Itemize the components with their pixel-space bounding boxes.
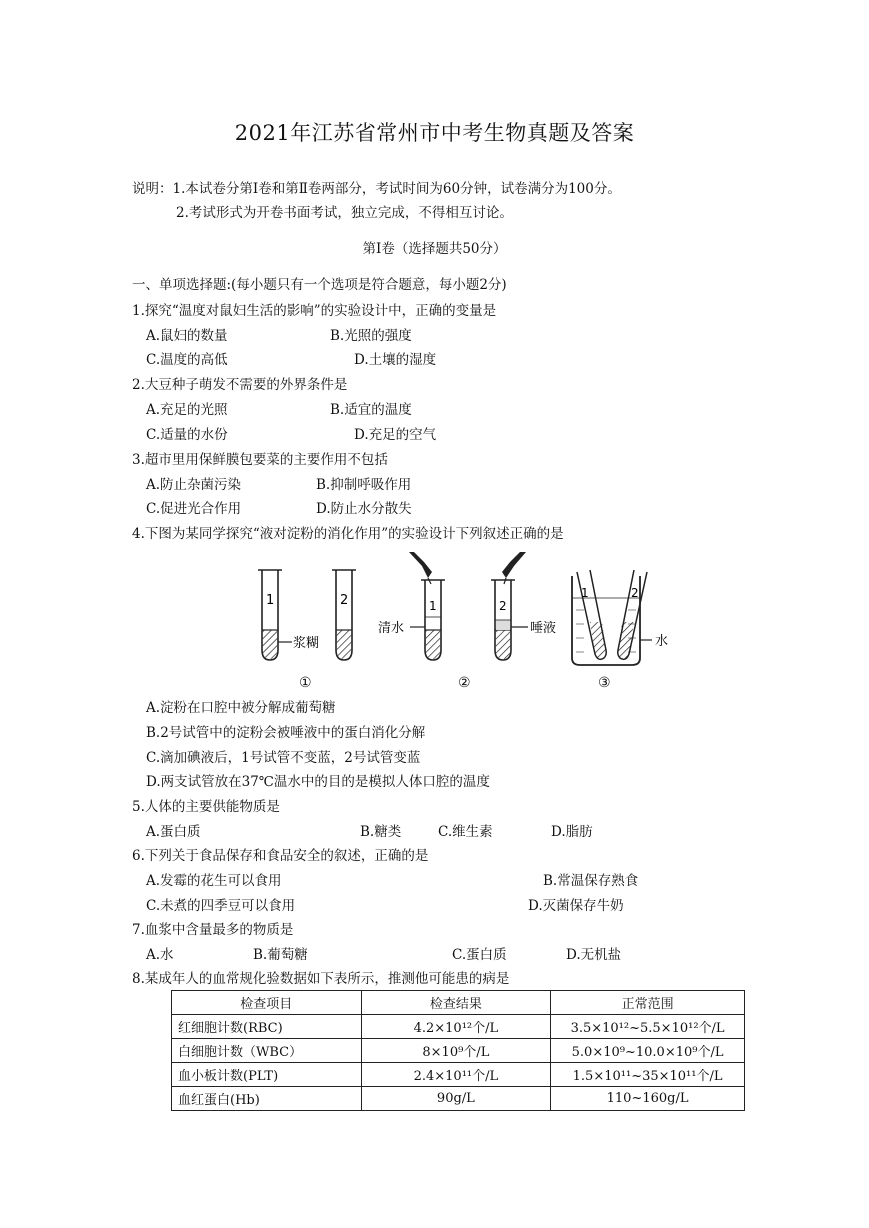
fig3-tube2-label: 2 [631,586,639,600]
figure-caption-3: ③ [598,675,611,691]
question-3-option-a: A.防止杂菌污染 [146,477,242,493]
question-6-option-d: D.灭菌保存牛奶 [528,898,624,914]
question-1-option-a: A.鼠妇的数量 [146,328,228,344]
fig1-tube1-label: 1 [266,593,275,608]
table-cell: 4.2×10¹²个/L [361,1015,551,1039]
table-header-cell: 检查结果 [361,991,551,1015]
experiment-figure [250,552,690,692]
fig3-tube1-label: 1 [581,586,589,600]
figure-caption-2: ② [458,675,471,691]
question-2-option-d: D.充足的空气 [354,427,437,443]
question-3-stem: 3.超市里用保鲜膜包要菜的主要作用不包括 [132,452,388,468]
question-6-option-c: C.未煮的四季豆可以食用 [146,898,296,914]
question-5-stem: 5.人体的主要供能物质是 [132,799,280,815]
question-1-option-b: B.光照的强度 [330,328,412,344]
note-line-2: 2.考试形式为开卷书面考试，独立完成，不得相互讨论。 [176,205,513,221]
table-cell: 1.5×10¹¹~35×10¹¹个/L [551,1063,745,1087]
note-line-1: 说明：1.本试卷分第Ⅰ卷和第Ⅱ卷两部分，考试时间为60分钟，试卷满分为100分。 [132,181,621,197]
blood-test-table [171,990,745,1111]
question-1-option-c: C.温度的高低 [146,352,228,368]
question-5-option-b: B.糖类 [360,824,402,840]
question-6-option-b: B.常温保存熟食 [543,873,639,889]
question-7-option-a: A.水 [146,947,174,963]
table-cell: 90g/L [361,1087,551,1111]
fig3-water-label: 水 [655,634,669,649]
table-header-cell: 检查项目 [172,991,362,1015]
question-7-option-c: C.蛋白质 [452,947,507,963]
question-4-stem: 4.下图为某同学探究“液对淀粉的消化作用”的实验设计下列叙述正确的是 [132,526,564,542]
table-cell: 2.4×10¹¹个/L [361,1063,551,1087]
question-4-option-d: D.两支试管放在37℃温水中的目的是模拟人体口腔的温度 [146,774,490,790]
question-5-option-a: A.蛋白质 [146,824,201,840]
part-heading: 一、单项选择题:(每小题只有一个选项是符合题意，每小题2分) [132,277,507,293]
table-header-row [172,991,745,1015]
table-row [172,1039,745,1063]
fig1-paste-label: 浆糊 [293,636,320,651]
table-row [172,1015,745,1039]
question-5-option-c: C.维生素 [438,824,493,840]
question-3-option-b: B.抑制呼吸作用 [316,477,412,493]
question-4-option-a: A.淀粉在口腔中被分解成葡萄糖 [146,700,336,716]
table-header-cell: 正常范围 [551,991,745,1015]
question-4-option-b: B.2号试管中的淀粉会被唾液中的蛋白消化分解 [146,725,426,741]
table-cell: 8×10⁹个/L [361,1039,551,1063]
table-cell: 血红蛋白(Hb) [172,1087,362,1111]
fig2-tube2-label: 2 [499,599,507,613]
question-2-stem: 2.大豆种子萌发不需要的外界条件是 [132,377,348,393]
question-7-option-d: D.无机盐 [566,947,622,963]
table-row [172,1087,745,1111]
table-cell: 3.5×10¹²~5.5×10¹²个/L [551,1015,745,1039]
question-5-option-d: D.脂肪 [551,824,593,840]
question-1-stem: 1.探究“温度对鼠妇生活的影响”的实验设计中，正确的变量是 [132,303,497,319]
table-cell: 110~160g/L [551,1087,745,1111]
question-3-option-c: C.促进光合作用 [146,501,242,517]
table-cell: 白细胞计数（WBC） [172,1039,362,1063]
fig2-tube1-label: 1 [429,599,437,613]
question-7-stem: 7.血浆中含量最多的物质是 [132,922,294,938]
figure-3-beaker [572,570,652,665]
question-6-stem: 6.下列关于食品保存和食品安全的叙述，正确的是 [132,848,429,864]
table-cell: 血小板计数(PLT) [172,1063,362,1087]
table-row [172,1063,745,1087]
question-3-option-d: D.防止水分散失 [316,501,412,517]
page-title: 2021年江苏省常州市中考生物真题及答案 [234,121,635,145]
question-6-option-a: A.发霉的花生可以食用 [146,873,282,889]
section-title: 第Ⅰ卷（选择题共50分） [362,241,507,257]
fig1-tube2-label: 2 [340,593,349,608]
fig2-water-label: 清水 [378,621,405,636]
figure-2-tubes [409,552,528,660]
table-cell: 红细胞计数(RBC) [172,1015,362,1039]
figure-caption-1: ① [299,675,312,691]
question-7-option-b: B.葡萄糖 [253,947,308,963]
table-cell: 5.0×10⁹~10.0×10⁹个/L [551,1039,745,1063]
question-2-option-b: B.适宜的温度 [330,402,412,418]
question-2-option-a: A.充足的光照 [146,402,228,418]
question-1-option-d: D.土壤的湿度 [354,352,437,368]
question-4-option-c: C.滴加碘液后，1号试管不变蓝，2号试管变蓝 [146,750,421,766]
question-2-option-c: C.适量的水份 [146,427,228,443]
question-8-stem: 8.某成年人的血常规化验数据如下表所示，推测他可能患的病是 [132,971,510,987]
fig2-saliva-label: 唾液 [530,621,557,636]
